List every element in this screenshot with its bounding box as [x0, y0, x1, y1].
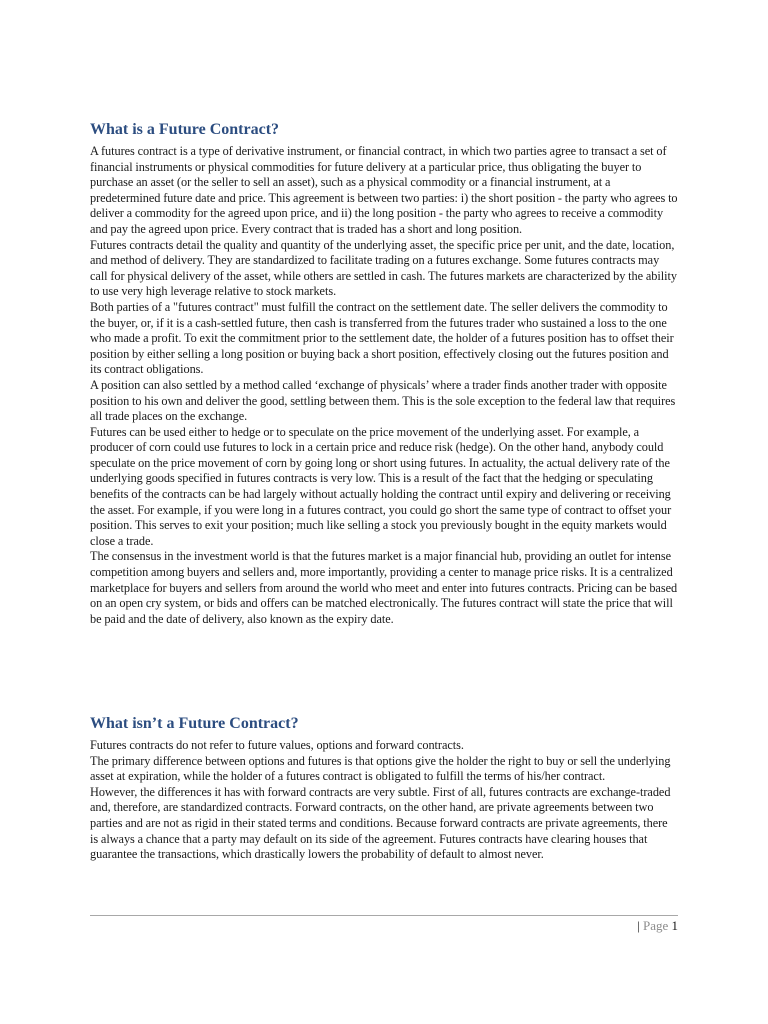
- page-number: 1: [671, 918, 678, 933]
- section-heading: What is a Future Contract?: [90, 121, 280, 138]
- paragraph: The primary difference between options and futures is that options give the holder the right to buy or sell the underlying asset at expiration, while the holder of a futures contract is obligated to fulfill the terms of his/her contract.: [90, 753, 671, 784]
- page-footer: [637, 918, 678, 934]
- paragraph: A position can also settled by a method called ‘exchange of physicals’ where a trader finds another trader with opposite position to his own and deliver the good, settling between them. This is the sole exception to the federal law that requires all trade places on the exchange.: [90, 377, 676, 424]
- page-label: Page: [642, 918, 669, 933]
- paragraph: Both parties of a "futures contract" must fulfill the contract on the settlement date. The seller delivers the commodity to the buyer, or, if it is a cash-settled future, then cash is transferred from the futures trader who sustained a loss to the one who made a profit. To exit the commitment prior to the settlement date, the holder of a futures position has to offset their position by either selling a long position or buying back a short position, effectively closing out the futures position and its contract obligations.: [90, 299, 674, 377]
- footer-divider: [90, 915, 678, 916]
- section-heading: What isn’t a Future Contract?: [90, 715, 299, 732]
- paragraph: However, the differences it has with forward contracts are very subtle. First of all, futures contracts are exchange-traded and, therefore, are standardized contracts. Forward contracts, on the other hand, are private agreements between two parties and are not as rigid in their stated terms and conditions. Because forward contracts are private agreements, there is always a chance that a party may default on its side of the agreement. Futures contracts have clearing houses that guarantee the transactions, which drastically lowers the probability of default to almost never.: [90, 784, 671, 862]
- section-what-isnt-future-contract: [90, 714, 678, 863]
- paragraph: The consensus in the investment world is that the futures market is a major financial hub, providing an outlet for intense competition among buyers and sellers and, more importantly, providing a center to manage price risks. It is a centralized marketplace for buyers and sellers from around the world who meet and enter into futures contracts. Pricing can be based on an open cry system, or bids and offers can be matched electronically. The futures contract will state the price that will be paid and the date of delivery, also known as the expiry date.: [90, 549, 678, 626]
- paragraph: A futures contract is a type of derivative instrument, or financial contract, in which two parties agree to transact a set of financial instruments or physical commodities for future delivery at a particular price, thus obligating the buyer to purchase an asset (or the seller to sell an asset), such as a physical commodity or a financial instrument, at a predetermined future date and price. This agreement is between two parties: i) the short position - the party who agrees to deliver a commodity for the agreed upon price, and ii) the long position - the party who agrees to receive a commodity and pay the agreed upon price. Every contract that is traded has a short and long position.: [90, 144, 678, 236]
- section-what-is-future-contract: [90, 120, 678, 627]
- paragraph: Futures contracts do not refer to future values, options and forward contracts.: [90, 738, 464, 752]
- footer-separator: |: [637, 918, 640, 933]
- paragraph: Futures can be used either to hedge or to speculate on the price movement of the underlying asset. For example, a producer of corn could use futures to lock in a certain price and reduce risk (hedge). On the other hand, anybody could speculate on the price movement of corn by going long or short using futures. In actuality, the actual delivery rate of the underlying goods specified in futures contracts is very low. This is a result of the fact that the hedging or speculating benefits of the contracts can be had largely without actually holding the contract until expiry and delivering or receiving the asset. For example, if you were long in a futures contract, you could go short the same type of contract to offset your position. This serves to exit your position; much like selling a stock you previously bought in the equity markets would close a trade.: [90, 424, 672, 548]
- paragraph: Futures contracts detail the quality and quantity of the underlying asset, the specific price per unit, and the date, location, and method of delivery. They are standardized to facilitate trading on a futures exchange. Some futures contracts may call for physical delivery of the asset, while others are settled in cash. The futures markets are characterized by the ability to use very high leverage relative to stock markets.: [90, 237, 677, 299]
